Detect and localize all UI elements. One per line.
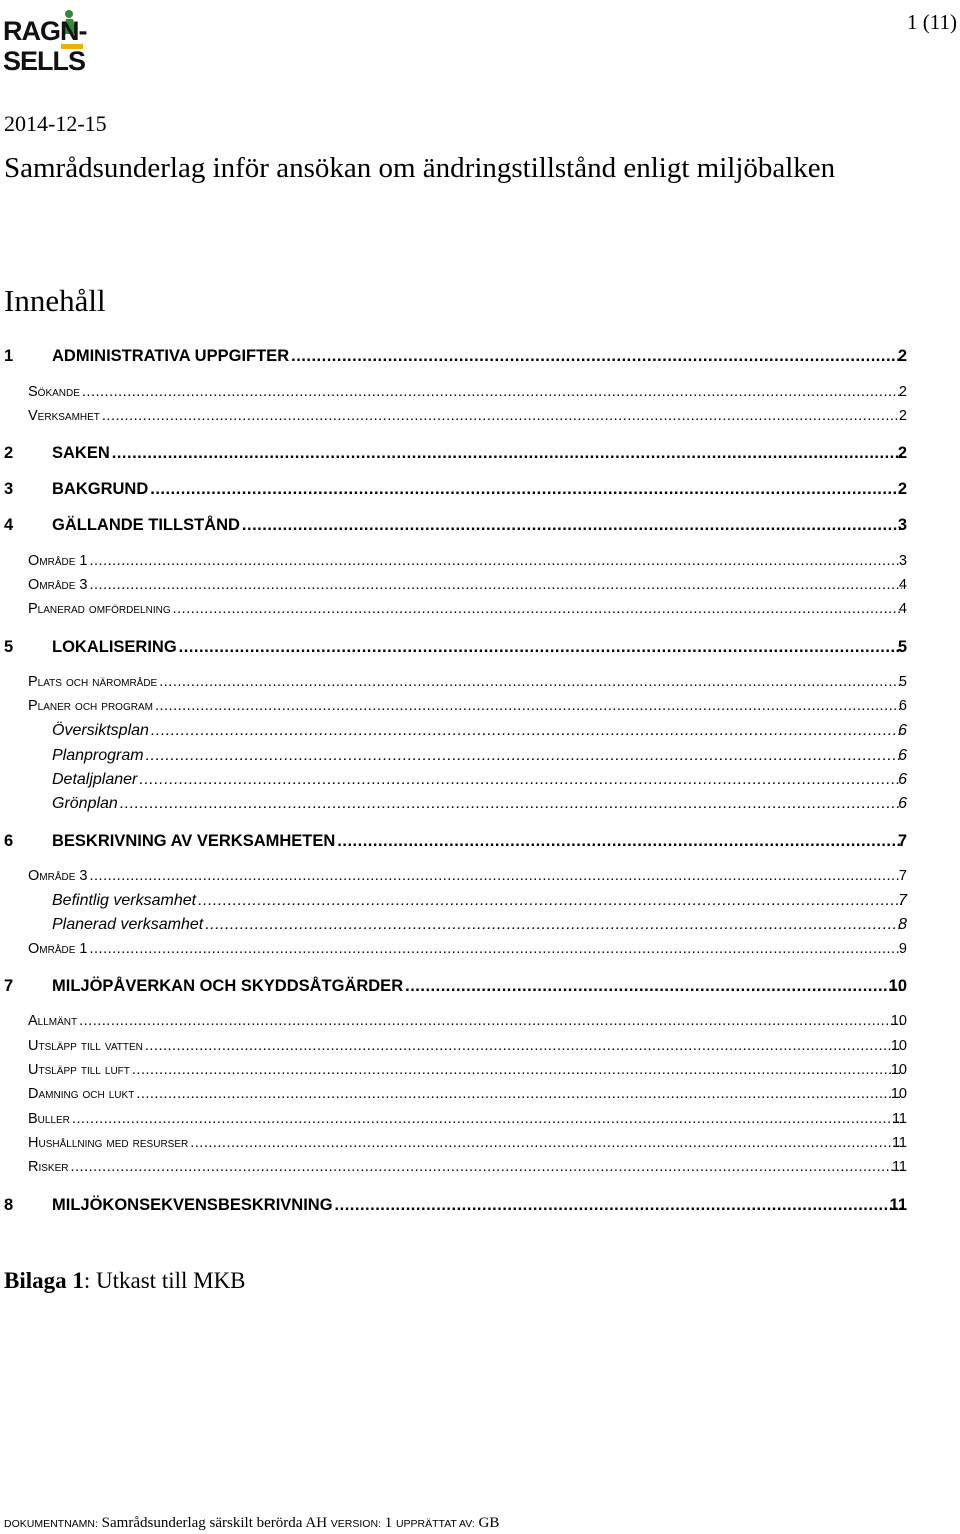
toc-entry-page: 11 — [891, 1135, 907, 1151]
toc-entry[interactable] — [0, 747, 960, 765]
toc-entry-page: 7 — [898, 892, 907, 909]
toc-entry-label: MILJÖPÅVERKAN OCH SKYDDSÅTGÄRDER — [52, 977, 404, 995]
footer-version: 1 — [384, 1515, 393, 1531]
toc-entry-page: 10 — [890, 1062, 907, 1078]
toc-entry-page: 2 — [897, 347, 907, 365]
toc-entry-number: 8 — [4, 1196, 14, 1214]
toc-entry-page: 6 — [898, 747, 907, 764]
toc-leader-dots — [198, 892, 902, 910]
toc-leader-dots — [79, 1013, 902, 1029]
toc-leader-dots — [150, 480, 902, 499]
toc-leader-dots — [139, 771, 902, 789]
footer-docname: Samrådsunderlag särskilt berörda AH — [101, 1515, 328, 1531]
toc-entry-label: Område 3 — [28, 868, 88, 884]
toc-entry-label: Utsläpp till luft — [28, 1062, 130, 1078]
toc-entry[interactable] — [0, 832, 960, 851]
footer-version-label: VERSION: — [330, 1518, 381, 1530]
toc-entry-label: Planerad verksamhet — [52, 916, 204, 933]
toc-entry[interactable] — [0, 698, 960, 714]
page-number: 1 (11) — [907, 10, 957, 34]
footer-author: GB — [478, 1515, 500, 1531]
toc-entry[interactable] — [0, 1135, 960, 1151]
toc-entry-page: 6 — [898, 722, 907, 739]
toc-entry-number: 7 — [4, 977, 14, 995]
toc-leader-dots — [151, 722, 902, 740]
toc-entry[interactable] — [0, 516, 960, 535]
toc-entry-page: 2 — [897, 444, 907, 462]
toc-entry-label: LOKALISERING — [52, 638, 177, 656]
toc-entry-label: Område 1 — [28, 941, 88, 957]
document-date: 2014-12-15 — [4, 111, 107, 136]
toc-entry-label: Sökande — [28, 384, 80, 400]
toc-entry-page: 11 — [891, 1111, 907, 1127]
toc-entry-label: Befintlig verksamhet — [52, 892, 197, 909]
toc-entry-page: 11 — [891, 1159, 907, 1175]
toc-leader-dots — [102, 408, 902, 424]
toc-leader-dots — [90, 868, 903, 884]
toc-entry[interactable] — [0, 977, 960, 996]
footer-docname-label: DOKUMENTNAMN: — [4, 1518, 98, 1530]
toc-entry[interactable] — [0, 868, 960, 884]
toc-leader-dots — [405, 977, 902, 996]
toc-leader-dots — [90, 553, 903, 569]
toc-leader-dots — [159, 674, 902, 690]
toc-entry-number: 3 — [4, 480, 14, 498]
toc-entry-label: Utsläpp till vatten — [28, 1038, 143, 1054]
toc-leader-dots — [242, 516, 902, 535]
toc-leader-dots — [179, 638, 902, 657]
toc-entry[interactable] — [0, 1196, 960, 1215]
toc-entry-page: 3 — [898, 553, 907, 569]
toc-entry-label: Plats och närområde — [28, 674, 158, 690]
toc-leader-dots — [72, 1111, 902, 1127]
toc-entry-page: 8 — [898, 916, 907, 933]
toc-entry[interactable] — [0, 1086, 960, 1102]
appendix-line — [4, 1268, 246, 1294]
toc-entry-label: Område 3 — [28, 577, 88, 593]
toc-entry-page: 6 — [898, 771, 907, 788]
toc-entry-page: 2 — [898, 408, 907, 424]
toc-leader-dots — [136, 1086, 902, 1102]
toc-entry[interactable] — [0, 892, 960, 910]
toc-entry[interactable] — [0, 408, 960, 424]
appendix-text: : Utkast till MKB — [83, 1268, 246, 1293]
toc-entry-label: Planer och program — [28, 698, 153, 714]
toc-leader-dots — [145, 1038, 902, 1054]
logo-text: RAGN-SELLS — [3, 16, 87, 76]
toc-leader-dots — [173, 601, 902, 617]
toc-entry[interactable] — [0, 722, 960, 740]
toc-entry-page: 4 — [898, 601, 907, 617]
toc-leader-dots — [335, 1196, 902, 1215]
toc-leader-dots — [132, 1062, 902, 1078]
toc-entry-label: Allmänt — [28, 1013, 78, 1029]
toc-leader-dots — [90, 941, 903, 957]
toc-entry-page: 6 — [898, 795, 907, 812]
toc-leader-dots — [146, 747, 902, 765]
toc-entry[interactable] — [0, 1111, 960, 1127]
toc-entry-label: Planprogram — [52, 747, 144, 764]
toc-entry[interactable] — [0, 347, 960, 366]
toc-entry-page: 9 — [898, 941, 907, 957]
toc-entry[interactable] — [0, 480, 960, 499]
toc-entry-label: Översiktsplan — [52, 722, 149, 739]
toc-entry[interactable] — [0, 638, 960, 657]
toc-entry-page: 11 — [889, 1196, 907, 1214]
toc-entry-page: 10 — [890, 1086, 907, 1102]
toc-entry-label: Hushållning med resurser — [28, 1135, 189, 1151]
toc-entry-label: Grönplan — [52, 795, 118, 812]
toc-entry-label: ADMINISTRATIVA UPPGIFTER — [52, 347, 290, 365]
toc-leader-dots — [291, 347, 902, 366]
document-title: Samrådsunderlag inför ansökan om ändringstillstånd enligt miljöbalken — [4, 152, 836, 184]
toc-entry-label: Verksamhet — [28, 408, 100, 424]
toc-entry-number: 5 — [4, 638, 14, 656]
toc-entry[interactable] — [0, 1159, 960, 1175]
toc-entry-page: 7 — [897, 832, 907, 850]
toc-entry-page: 5 — [897, 638, 907, 656]
toc-leader-dots — [155, 698, 902, 714]
toc-entry-number: 1 — [4, 347, 14, 365]
toc-entry-label: Planerad omfördelning — [28, 601, 171, 617]
toc-entry-page: 10 — [890, 1013, 907, 1029]
footer-author-label: UPPRÄTTAT AV: — [395, 1518, 475, 1530]
toc-entry-page: 2 — [898, 384, 907, 400]
toc-entry-label: Risker — [28, 1159, 69, 1175]
toc-entry[interactable] — [0, 916, 960, 934]
toc-entry-page: 7 — [898, 868, 907, 884]
toc-entry[interactable] — [0, 601, 960, 617]
toc-leader-dots — [205, 916, 902, 934]
toc-entry[interactable] — [0, 384, 960, 400]
toc-entry-label: SAKEN — [52, 444, 110, 462]
toc-entry-label: Buller — [28, 1111, 70, 1127]
toc-leader-dots — [190, 1135, 902, 1151]
appendix-label: Bilaga 1 — [4, 1268, 84, 1293]
toc-entry[interactable] — [0, 1062, 960, 1078]
toc-entry[interactable] — [0, 771, 960, 789]
toc-entry-page: 2 — [897, 480, 907, 498]
toc-entry[interactable] — [0, 553, 960, 569]
toc-entry[interactable] — [0, 795, 960, 813]
toc-entry-label: BAKGRUND — [52, 480, 149, 498]
toc-leader-dots — [82, 384, 902, 400]
toc-entry[interactable] — [0, 1013, 960, 1029]
toc-entry-page: 3 — [897, 516, 907, 534]
toc-entry-page: 10 — [890, 1038, 907, 1054]
toc-entry-label: BESKRIVNING AV VERKSAMHETEN — [52, 832, 336, 850]
toc-entry[interactable] — [0, 1038, 960, 1054]
toc-leader-dots — [90, 577, 903, 593]
toc-leader-dots — [112, 444, 902, 463]
toc-entry-page: 6 — [898, 698, 907, 714]
toc-entry-number: 2 — [4, 444, 14, 462]
toc-entry-page: 10 — [888, 977, 907, 995]
toc-entry-page: 5 — [898, 674, 907, 690]
toc-leader-dots — [70, 1159, 902, 1175]
toc-entry-number: 4 — [4, 516, 14, 534]
toc-entry-label: GÄLLANDE TILLSTÅND — [52, 516, 240, 534]
toc-entry-number: 6 — [4, 832, 14, 850]
toc-entry-label: Detaljplaner — [52, 771, 138, 788]
toc-entry-label: Damning och lukt — [28, 1086, 135, 1102]
toc-entry[interactable] — [0, 577, 960, 593]
toc-entry[interactable] — [0, 674, 960, 690]
toc-entry[interactable] — [0, 941, 960, 957]
toc-entry-label: MILJÖKONSEKVENSBESKRIVNING — [52, 1196, 333, 1214]
toc-entry[interactable] — [0, 444, 960, 463]
toc-heading: Innehåll — [4, 283, 106, 318]
toc-entry-label: Område 1 — [28, 553, 88, 569]
toc-entry-page: 4 — [898, 577, 907, 593]
toc-leader-dots — [337, 832, 902, 851]
toc-leader-dots — [120, 795, 902, 813]
document-footer — [4, 1515, 499, 1532]
